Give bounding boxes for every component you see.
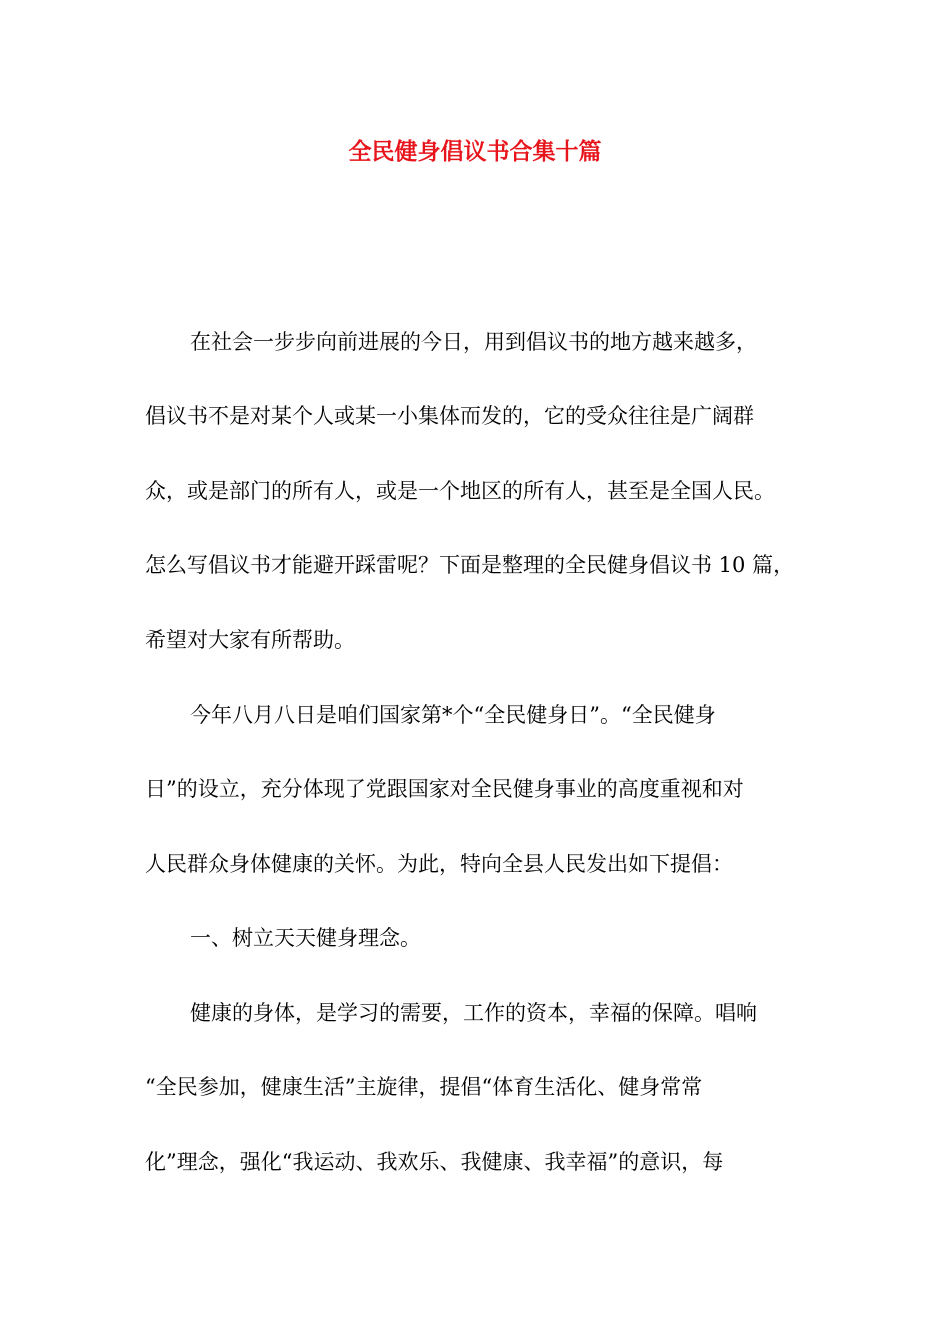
paragraph-3-line-1: 健康的身体，是学习的需要，工作的资本，幸福的保障。唱响	[190, 1001, 757, 1025]
paragraph-3-line-2: “全民参加，健康生活”主旋律，提倡“体育生活化、健身常常	[145, 1075, 703, 1099]
paragraph-2-line-3: 人民群众身体健康的关怀。为此，特向全县人民发出如下提倡：	[145, 852, 733, 876]
paragraph-2-line-2: 日”的设立，充分体现了党跟国家对全民健身事业的高度重视和对	[145, 777, 744, 801]
paragraph-2-line-1: 今年八月八日是咱们国家第*个“全民健身日”。“全民健身	[190, 703, 716, 727]
document-title: 全民健身倡议书合集十篇	[348, 139, 602, 165]
paragraph-1-line-5: 希望对大家有所帮助。	[145, 628, 355, 652]
paragraph-3-line-3: 化”理念，强化“我运动、我欢乐、我健康、我幸福”的意识，每	[145, 1150, 724, 1174]
paragraph-1-line-2: 倡议书不是对某个人或某一小集体而发的，它的受众往往是广阔群	[145, 404, 754, 428]
paragraph-1-line-4: 怎么写倡议书才能避开踩雷呢？下面是整理的全民健身倡议书 10 篇，	[145, 553, 795, 577]
section-heading-1: 一、树立天天健身理念。	[190, 926, 421, 950]
paragraph-1-line-3: 众，或是部门的所有人，或是一个地区的所有人，甚至是全国人民。	[145, 479, 775, 503]
paragraph-1-line-1: 在社会一步步向前进展的今日，用到倡议书的地方越来越多，	[190, 330, 757, 354]
